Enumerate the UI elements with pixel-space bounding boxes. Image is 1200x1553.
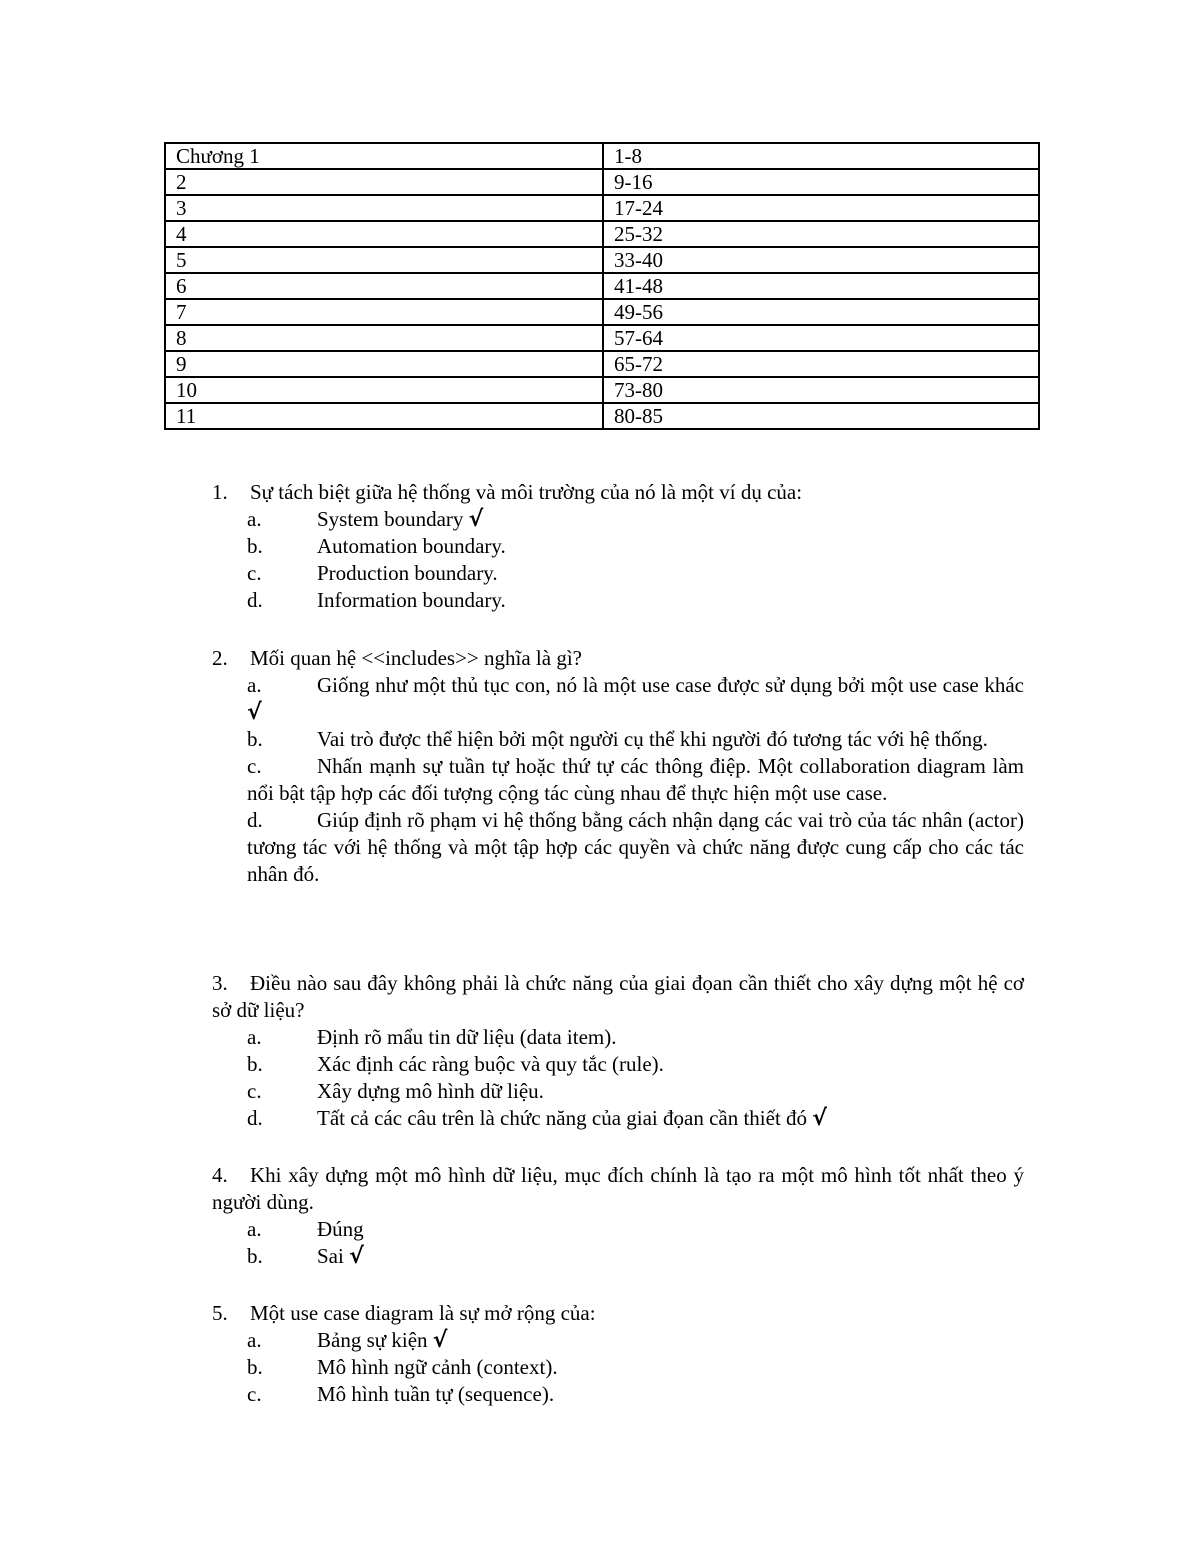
option-letter: d.	[247, 1106, 263, 1130]
option-letter: a.	[247, 1328, 262, 1352]
option-letter: a.	[247, 673, 262, 697]
question-text	[212, 1162, 1024, 1216]
page-range-cell: 65-72	[603, 351, 1039, 377]
chapter-cell: 7	[165, 299, 603, 325]
question-prompt: Một use case diagram là sự mở rộng của:	[250, 1301, 596, 1325]
question-text	[212, 970, 1024, 1024]
chapter-cell: 9	[165, 351, 603, 377]
option-text: Định rõ mẩu tin dữ liệu (data item).	[317, 1025, 617, 1049]
option-text: Sai	[317, 1244, 350, 1268]
option-text: Giúp định rõ phạm vi hệ thống bằng cách nhận dạng các vai trò của tác nhân (actor) tương tác với hệ thống và một tập hợp các quyền và chức năng được cung cấp cho các tác nhân đó.	[247, 808, 1024, 886]
answer-option	[247, 1051, 1024, 1078]
question-1	[212, 479, 1024, 614]
option-text: Xác định các ràng buộc và quy tắc (rule).	[317, 1052, 664, 1076]
option-letter: b.	[247, 1355, 263, 1379]
option-letter: b.	[247, 534, 263, 558]
chapter-cell: 11	[165, 403, 603, 429]
question-number: 3.	[212, 971, 228, 995]
page-range-cell: 17-24	[603, 195, 1039, 221]
answer-option	[247, 506, 1024, 533]
check-mark-icon: √	[812, 1106, 827, 1131]
answer-option	[247, 1216, 1024, 1243]
chapter-table-row	[165, 247, 1039, 273]
option-text: Mô hình ngữ cảnh (context).	[317, 1355, 558, 1379]
check-mark-icon: √	[349, 1244, 364, 1269]
chapter-table-row	[165, 273, 1039, 299]
chapter-page-table	[164, 142, 1040, 430]
page-range-cell: 9-16	[603, 169, 1039, 195]
option-text: Vai trò được thể hiện bởi một người cụ thể khi người đó tương tác với hệ thống.	[317, 727, 988, 751]
option-text: Tất cả các câu trên là chức năng của giai đọan cần thiết đó	[317, 1106, 813, 1130]
option-letter: a.	[247, 1217, 262, 1241]
page-range-cell: 49-56	[603, 299, 1039, 325]
answer-option	[247, 1354, 1024, 1381]
check-mark-icon: √	[432, 1328, 448, 1353]
option-letter: c.	[247, 754, 262, 778]
page-range-cell: 25-32	[603, 221, 1039, 247]
page-range-cell: 1-8	[603, 143, 1039, 169]
page-range-cell: 33-40	[603, 247, 1039, 273]
option-letter: b.	[247, 1244, 263, 1268]
answer-option	[247, 533, 1024, 560]
question-text	[212, 479, 1024, 506]
question-number: 1.	[212, 480, 228, 504]
question-number: 4.	[212, 1163, 228, 1187]
question-5	[212, 1300, 1024, 1408]
chapter-cell: 8	[165, 325, 603, 351]
question-text	[212, 1300, 1024, 1327]
chapter-table-row	[165, 299, 1039, 325]
page-range-cell: 41-48	[603, 273, 1039, 299]
question-prompt: Khi xây dựng một mô hình dữ liệu, mục đích chính là tạo ra một mô hình tốt nhất theo ý người dùng.	[212, 1163, 1024, 1214]
option-letter: b.	[247, 1052, 263, 1076]
answer-option	[247, 1381, 1024, 1408]
question-text	[212, 645, 1024, 672]
option-letter: c.	[247, 561, 262, 585]
option-letter: a.	[247, 1025, 262, 1049]
chapter-cell: 4	[165, 221, 603, 247]
chapter-cell: 6	[165, 273, 603, 299]
question-prompt: Sự tách biệt giữa hệ thống và môi trường của nó là một ví dụ của:	[250, 480, 803, 504]
answer-option	[247, 726, 1024, 753]
option-text: Xây dựng mô hình dữ liệu.	[317, 1079, 544, 1103]
answer-option	[247, 1024, 1024, 1051]
question-4	[212, 1162, 1024, 1270]
chapter-table-row	[165, 143, 1039, 169]
option-letter: d.	[247, 588, 263, 612]
answer-option	[247, 587, 1024, 614]
check-mark-icon: √	[468, 507, 484, 532]
check-mark-icon: √	[247, 700, 262, 725]
question-prompt: Điều nào sau đây không phải là chức năng của giai đọan cần thiết cho xây dựng một hệ cơ sở dữ liệu?	[212, 971, 1024, 1022]
answer-option	[247, 1243, 1024, 1270]
answer-option	[247, 1327, 1024, 1354]
chapter-table-row	[165, 221, 1039, 247]
option-text: Giống như một thủ tục con, nó là một use case được sử dụng bởi một use case khác	[317, 673, 1024, 697]
option-letter: c.	[247, 1382, 262, 1406]
chapter-cell: 5	[165, 247, 603, 273]
chapter-table-row	[165, 169, 1039, 195]
option-text: Bảng sự kiện	[317, 1328, 433, 1352]
answer-option	[247, 1078, 1024, 1105]
option-letter: b.	[247, 727, 263, 751]
option-text: Production boundary.	[317, 561, 498, 585]
chapter-cell: Chương 1	[165, 143, 603, 169]
answer-option	[247, 807, 1024, 888]
chapter-cell: 3	[165, 195, 603, 221]
chapter-table-row	[165, 377, 1039, 403]
question-prompt: Mối quan hệ <<includes>> nghĩa là gì?	[250, 646, 582, 670]
answer-option	[247, 753, 1024, 807]
option-letter: d.	[247, 808, 263, 832]
option-text: Đúng	[317, 1217, 364, 1241]
answer-option	[247, 1105, 1024, 1132]
question-3	[212, 970, 1024, 1132]
option-letter: c.	[247, 1079, 262, 1103]
option-letter: a.	[247, 507, 262, 531]
chapter-table-body	[165, 143, 1039, 429]
option-text: Nhấn mạnh sự tuần tự hoặc thứ tự các thông điệp. Một collaboration diagram làm nổi bật tập hợp các đối tượng cộng tác cùng nhau để thực hiện một use case.	[247, 754, 1024, 805]
chapter-cell: 2	[165, 169, 603, 195]
page-range-cell: 57-64	[603, 325, 1039, 351]
page-range-cell: 73-80	[603, 377, 1039, 403]
question-number: 5.	[212, 1301, 228, 1325]
page-range-cell: 80-85	[603, 403, 1039, 429]
chapter-cell: 10	[165, 377, 603, 403]
question-2	[212, 645, 1024, 888]
chapter-table-row	[165, 351, 1039, 377]
answer-option	[247, 560, 1024, 587]
question-number: 2.	[212, 646, 228, 670]
option-text: Mô hình tuần tự (sequence).	[317, 1382, 555, 1406]
option-text: System boundary	[317, 507, 469, 531]
chapter-table-row	[165, 195, 1039, 221]
chapter-table-row	[165, 403, 1039, 429]
answer-option	[247, 672, 1024, 726]
option-text: Automation boundary.	[317, 534, 506, 558]
option-text: Information boundary.	[317, 588, 506, 612]
chapter-table-row	[165, 325, 1039, 351]
